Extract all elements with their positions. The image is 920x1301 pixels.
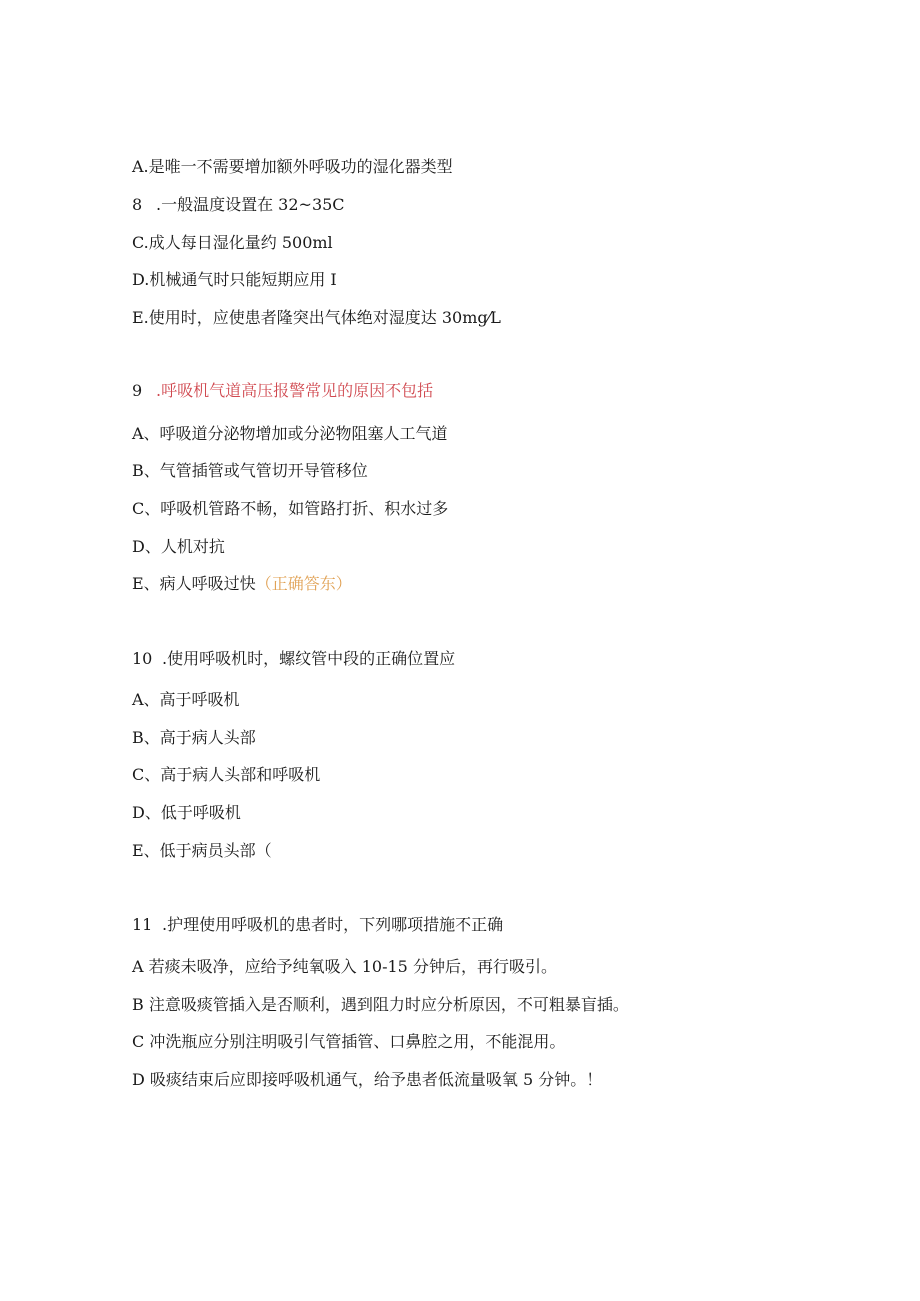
q10-text: .使用呼吸机时，螺纹管中段的正确位置应 [162,649,456,668]
q8-option-a: A.是唯一不需要增加额外呼吸功的湿化器类型 [132,157,453,176]
q9-option-e [132,574,352,594]
q9-number: 9 [132,381,143,400]
q9-option-c: C、呼吸机管路不畅，如管路打折、积水过多 [132,499,449,518]
q10-option-d: D、低于呼吸机 [132,803,241,822]
q11-option-a: A 若痰未吸净，应给予纯氧吸入 10-15 分钟后，再行吸引。 [132,957,557,976]
q9-stem [132,381,433,401]
q11-text: .护理使用呼吸机的患者时，下列哪项措施不正确 [162,915,504,934]
q10-option-e: E、低于病员头部（ [132,841,272,860]
q9-option-e-text: E、病人呼吸过快 [132,574,256,593]
q10-option-c: C、高于病人头部和呼吸机 [132,765,321,784]
q8-option-b [132,195,345,215]
q11-number: 11 [132,915,153,934]
q9-option-d: D、人机对抗 [132,537,225,556]
q9-option-b: B、气管插管或气管切开导管移位 [132,461,368,480]
q10-option-a: A、高于呼吸机 [132,690,240,709]
q11-option-b: B 注意吸痰管插入是否顺利，遇到阻力时应分析原因，不可粗暴盲插。 [132,995,629,1014]
q8-option-c: C.成人每日湿化量约 500ml [132,233,333,252]
q8-option-b-number: 8 [132,195,143,214]
q11-option-c: C 冲洗瓶应分别注明吸引气管插管、口鼻腔之用，不能混用。 [132,1032,566,1051]
q9-answer-note: （正确答东） [255,574,352,593]
q8-option-b-text: .一般温度设置在 32~35C [156,195,345,214]
q11-option-d: D 吸痰结束后应即接呼吸机通气，给予患者低流量吸氧 5 分钟。！ [132,1070,603,1089]
q10-option-b: B、高于病人头部 [132,728,256,747]
q10-stem [132,649,455,669]
q9-text: .呼吸机气道高压报警常见的原因不包括 [156,381,434,400]
q8-option-e: E.使用时，应使患者隆突出气体绝对湿度达 30mg⁄L [132,308,501,327]
q11-stem [132,915,503,935]
q8-option-d: D.机械通气时只能短期应用 I [132,270,337,289]
q10-number: 10 [132,649,153,668]
q9-option-a: A、呼吸道分泌物增加或分泌物阻塞人工气道 [132,424,448,443]
